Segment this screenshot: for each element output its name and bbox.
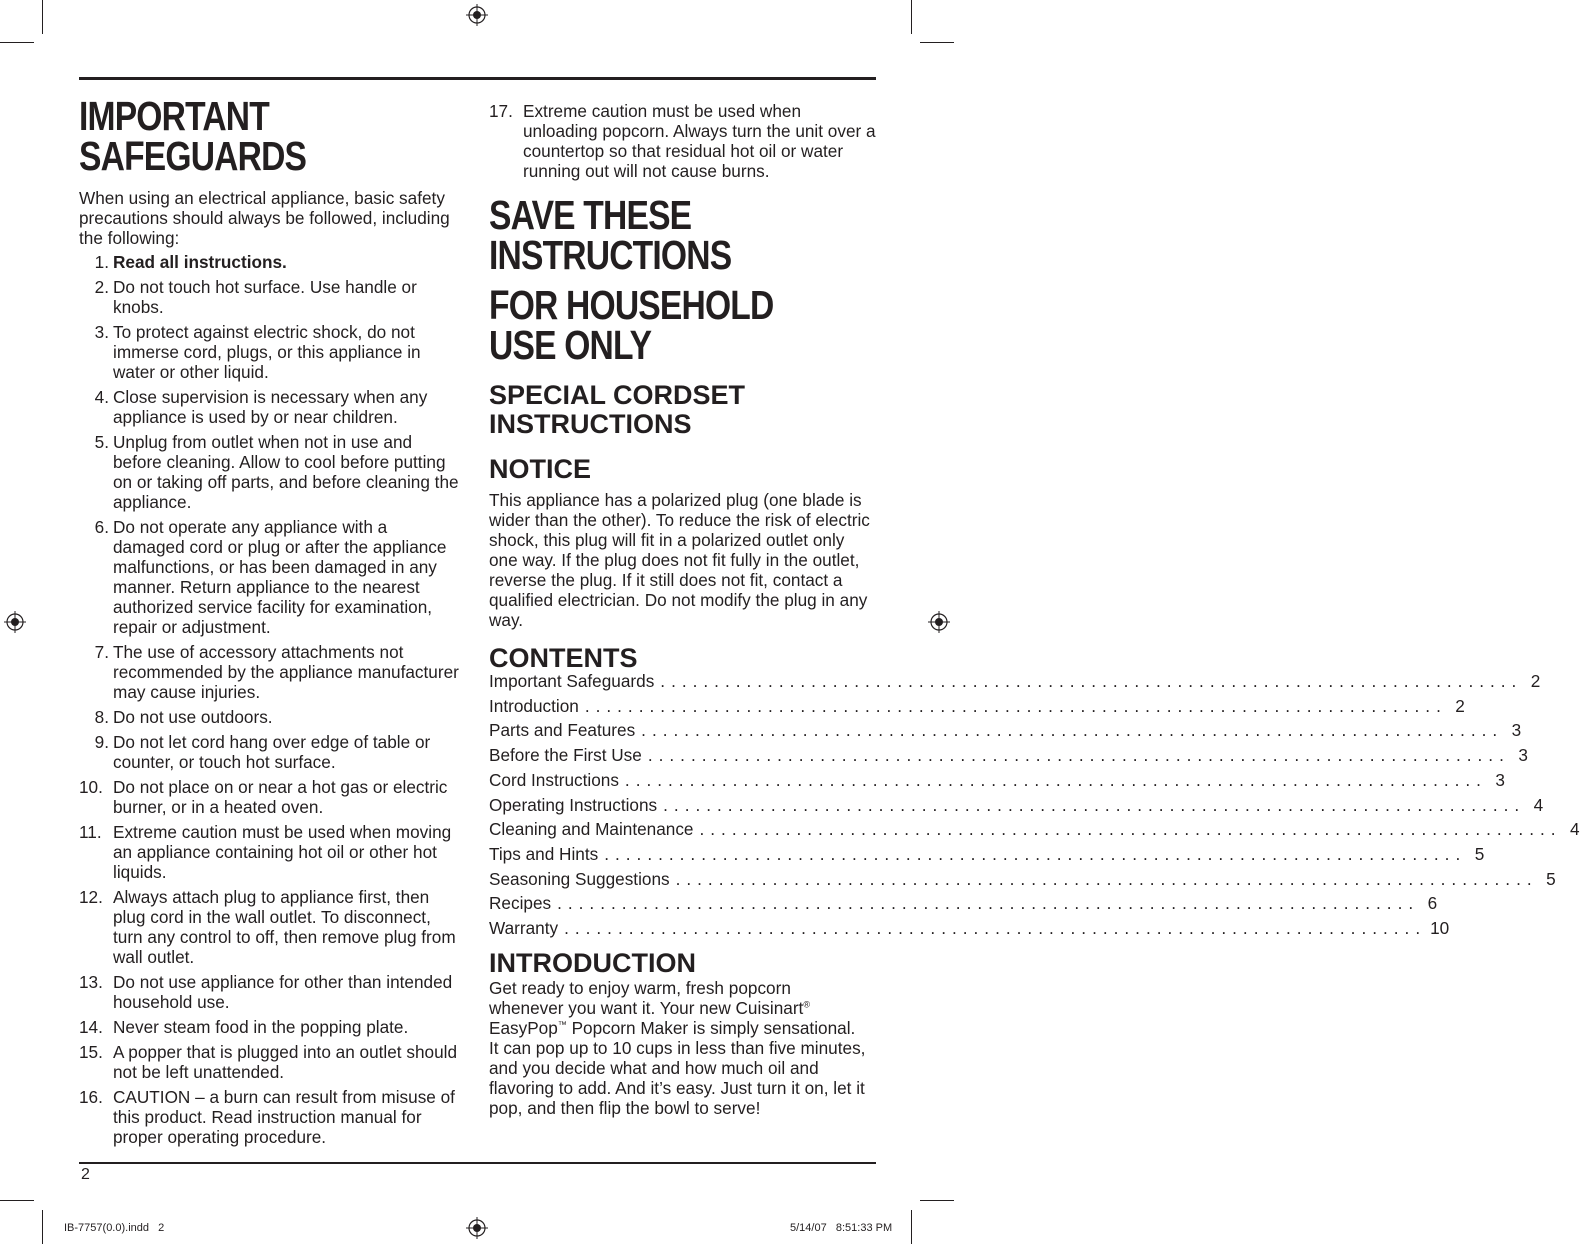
toc-page: 6 xyxy=(1427,893,1438,914)
toc-row xyxy=(489,817,1580,842)
table-of-contents xyxy=(489,669,1580,941)
file-slug: IB-7757(0.0).indd 2 xyxy=(64,1222,165,1234)
toc-row xyxy=(489,916,1450,941)
item-number: 11. xyxy=(79,822,102,842)
toc-page: 4 xyxy=(1533,794,1544,815)
toc-row xyxy=(489,694,1465,719)
household-use-heading xyxy=(489,282,877,368)
introduction-text xyxy=(489,978,869,1118)
toc-leader: ................................................................................ xyxy=(660,671,1523,691)
list-item xyxy=(79,252,463,272)
toc-leader: ................................................................................ xyxy=(699,819,1562,840)
toc-row xyxy=(489,743,1528,768)
toc-title: Introduction xyxy=(489,695,579,716)
toc-row xyxy=(489,793,1544,818)
item-text: Always attach plug to appliance first, then plug cord in the wall outlet. To disconnect, turn any control to off, then remove plug from wall outlet. xyxy=(113,887,456,967)
toc-page: 3 xyxy=(1518,745,1528,766)
toc-title: Cord Instructions xyxy=(489,769,619,790)
item-text: Read all instructions. xyxy=(113,252,287,272)
item-text: Close supervision is necessary when any appliance is used by or near children. xyxy=(113,387,428,427)
list-item xyxy=(79,1042,463,1082)
list-item xyxy=(79,707,463,727)
toc-row xyxy=(489,867,1556,892)
list-item xyxy=(79,432,463,512)
toc-title: Important Safeguards xyxy=(489,671,655,691)
toc-title: Tips and Hints xyxy=(489,843,599,864)
toc-row xyxy=(489,891,1438,916)
item-text: Do not place on or near a hot gas or electric burner, or in a heated oven. xyxy=(113,777,448,817)
right-column xyxy=(489,101,1580,1118)
item-number: 15. xyxy=(79,1042,103,1062)
toc-title: Seasoning Suggestions xyxy=(489,868,670,889)
item-number: 6. xyxy=(94,517,109,537)
safeguards-list xyxy=(79,252,463,1147)
item-number: 12. xyxy=(79,887,103,907)
item-text: The use of accessory attachments not recommended by the appliance manufacturer may cause injuries. xyxy=(113,642,459,702)
toc-leader: ................................................................................ xyxy=(641,720,1504,741)
crop-mark xyxy=(920,1200,954,1201)
list-item xyxy=(79,517,463,637)
toc-title: Recipes xyxy=(489,893,552,914)
item-number: 2. xyxy=(94,277,109,297)
list-item xyxy=(79,732,463,772)
item-number: 13. xyxy=(79,972,103,992)
crop-mark xyxy=(911,1210,912,1244)
toc-row xyxy=(489,669,1541,694)
intro-text-part: EasyPop xyxy=(489,1017,558,1038)
item-text: A popper that is plugged into an outlet should not be left unattended. xyxy=(113,1042,458,1082)
item-number: 17. xyxy=(489,101,513,121)
trademark-mark: ™ xyxy=(557,1019,567,1029)
contents-heading: CONTENTS xyxy=(489,643,638,673)
toc-title: Before the First Use xyxy=(489,745,642,766)
list-item xyxy=(79,642,463,702)
list-item xyxy=(79,822,463,882)
item-text: Do not operate any appliance with a damaged cord or plug or after the appliance malfunctions, or has been damaged in any manner. Return appliance to the nearest authorized service facility for examination, repair or adjustment. xyxy=(113,517,447,637)
toc-leader: ................................................................................ xyxy=(557,893,1420,914)
registration-mark-icon xyxy=(928,611,950,633)
item-text: Do not let cord hang over edge of table or counter, or touch hot surface. xyxy=(113,732,431,772)
toc-page: 2 xyxy=(1455,695,1465,716)
list-item xyxy=(79,972,463,1012)
toc-title: Parts and Features xyxy=(489,720,636,741)
registered-mark: ® xyxy=(803,999,810,1009)
toc-leader: ................................................................................ xyxy=(564,918,1427,939)
heading-line: SAFEGUARDS xyxy=(79,133,307,179)
heading-line: USE ONLY xyxy=(489,322,652,368)
item-number: 5. xyxy=(94,432,109,452)
toc-page: 3 xyxy=(1495,769,1505,790)
list-item xyxy=(79,887,463,967)
heading-line: FOR HOUSEHOLD xyxy=(489,282,774,328)
list-item xyxy=(79,322,463,382)
toc-row xyxy=(489,718,1522,743)
item-number: 4. xyxy=(94,387,109,407)
toc-title: Operating Instructions xyxy=(489,794,658,815)
notice-text: This appliance has a polarized plug (one blade is wider than the other). To reduce the risk of electric shock, this plug will fit in a polarized outlet only one way. If the plug does not fit fully in the outlet, reverse the plug. If it still does not fit, contact a qualified electrician. Do not modify the plug in any way. xyxy=(489,490,870,630)
date-slug: 5/14/07 8:51:33 PM xyxy=(790,1222,893,1234)
registration-mark-icon xyxy=(466,4,488,26)
save-instructions-heading xyxy=(489,192,877,278)
toc-page: 5 xyxy=(1474,843,1485,864)
toc-title: Cleaning and Maintenance xyxy=(489,819,694,840)
list-item xyxy=(79,277,463,317)
heading-line: INSTRUCTIONS xyxy=(489,232,732,278)
notice-heading: NOTICE xyxy=(489,454,592,484)
list-item xyxy=(79,387,463,427)
safeguards-intro: When using an electrical appliance, basic safety precautions should always be followed, including the following: xyxy=(79,188,450,248)
item-number: 16. xyxy=(79,1087,103,1107)
toc-leader: ................................................................................ xyxy=(663,794,1526,815)
item-text: Extreme caution must be used when unloading popcorn. Always turn the unit over a countertop so that residual hot oil or water running out will not cause burns. xyxy=(523,101,876,181)
toc-title: Warranty xyxy=(489,918,559,939)
item-text: To protect against electric shock, do not immerse cord, plugs, or this appliance in water or other liquid. xyxy=(113,322,421,382)
list-item xyxy=(79,777,463,817)
toc-leader: ................................................................................ xyxy=(624,769,1487,790)
introduction-heading: INTRODUCTION xyxy=(489,947,696,978)
item-text: Extreme caution must be used when moving an appliance containing hot oil or other hot liquids. xyxy=(113,822,452,882)
item-number: 8. xyxy=(94,707,109,727)
toc-leader: ................................................................................ xyxy=(584,695,1447,716)
list-item xyxy=(79,1087,463,1147)
intro-text-part: Popcorn Maker is simply sensational. It can pop up to 10 cups in less than five minutes, and you decide what and how much oil and flavoring to add. And it’s easy. Just turn it on, let it pop, and then flip the bowl to serve! xyxy=(489,1017,866,1118)
item-number: 1. xyxy=(94,252,109,272)
safeguards-heading xyxy=(79,93,463,179)
heading-line: SAVE THESE xyxy=(489,192,692,238)
item-number: 3. xyxy=(94,322,109,342)
page-number: 2 xyxy=(81,1166,90,1183)
toc-leader: ................................................................................ xyxy=(675,868,1538,889)
item-text: Unplug from outlet when not in use and before cleaning. Allow to cool before putting on or taking off parts, and before cleaning the appliance. xyxy=(113,432,459,512)
safeguards-list-continued xyxy=(489,101,877,181)
item-text: Never steam food in the popping plate. xyxy=(113,1017,409,1037)
toc-leader: ................................................................................ xyxy=(647,745,1510,766)
crop-mark xyxy=(0,42,34,43)
crop-mark xyxy=(920,42,954,43)
list-item xyxy=(489,101,877,181)
toc-leader: ................................................................................ xyxy=(604,843,1467,864)
crop-mark xyxy=(42,1210,43,1244)
item-number: 14. xyxy=(79,1017,103,1037)
bottom-rule xyxy=(79,1162,876,1164)
cordset-heading: SPECIAL CORDSET INSTRUCTIONS xyxy=(489,380,746,439)
registration-mark-icon xyxy=(4,611,26,633)
item-text: Do not use appliance for other than intended household use. xyxy=(113,972,453,1012)
left-column xyxy=(79,93,463,1152)
crop-mark xyxy=(0,1200,34,1201)
item-text: Do not use outdoors. xyxy=(113,707,273,727)
toc-page: 2 xyxy=(1530,671,1541,691)
crop-mark xyxy=(42,0,43,34)
item-number: 10. xyxy=(79,777,103,797)
top-rule xyxy=(79,77,876,80)
registration-mark-icon xyxy=(466,1217,488,1239)
item-text: Do not touch hot surface. Use handle or knobs. xyxy=(113,277,417,317)
item-number: 7. xyxy=(94,642,109,662)
item-text: CAUTION – a burn can result from misuse of this product. Read instruction manual for proper operating procedure. xyxy=(113,1087,455,1147)
toc-page: 5 xyxy=(1546,868,1556,889)
toc-page: 3 xyxy=(1511,720,1522,741)
crop-mark xyxy=(911,0,912,34)
item-number: 9. xyxy=(94,732,109,752)
list-item xyxy=(79,1017,463,1037)
intro-text-part: Get ready to enjoy warm, fresh popcorn whenever you want it. Your new Cuisinart xyxy=(489,977,804,1018)
toc-row xyxy=(489,768,1505,793)
toc-page: 10 xyxy=(1430,918,1450,939)
toc-row xyxy=(489,842,1485,867)
toc-page: 4 xyxy=(1569,819,1580,840)
heading-line: IMPORTANT xyxy=(79,93,269,139)
